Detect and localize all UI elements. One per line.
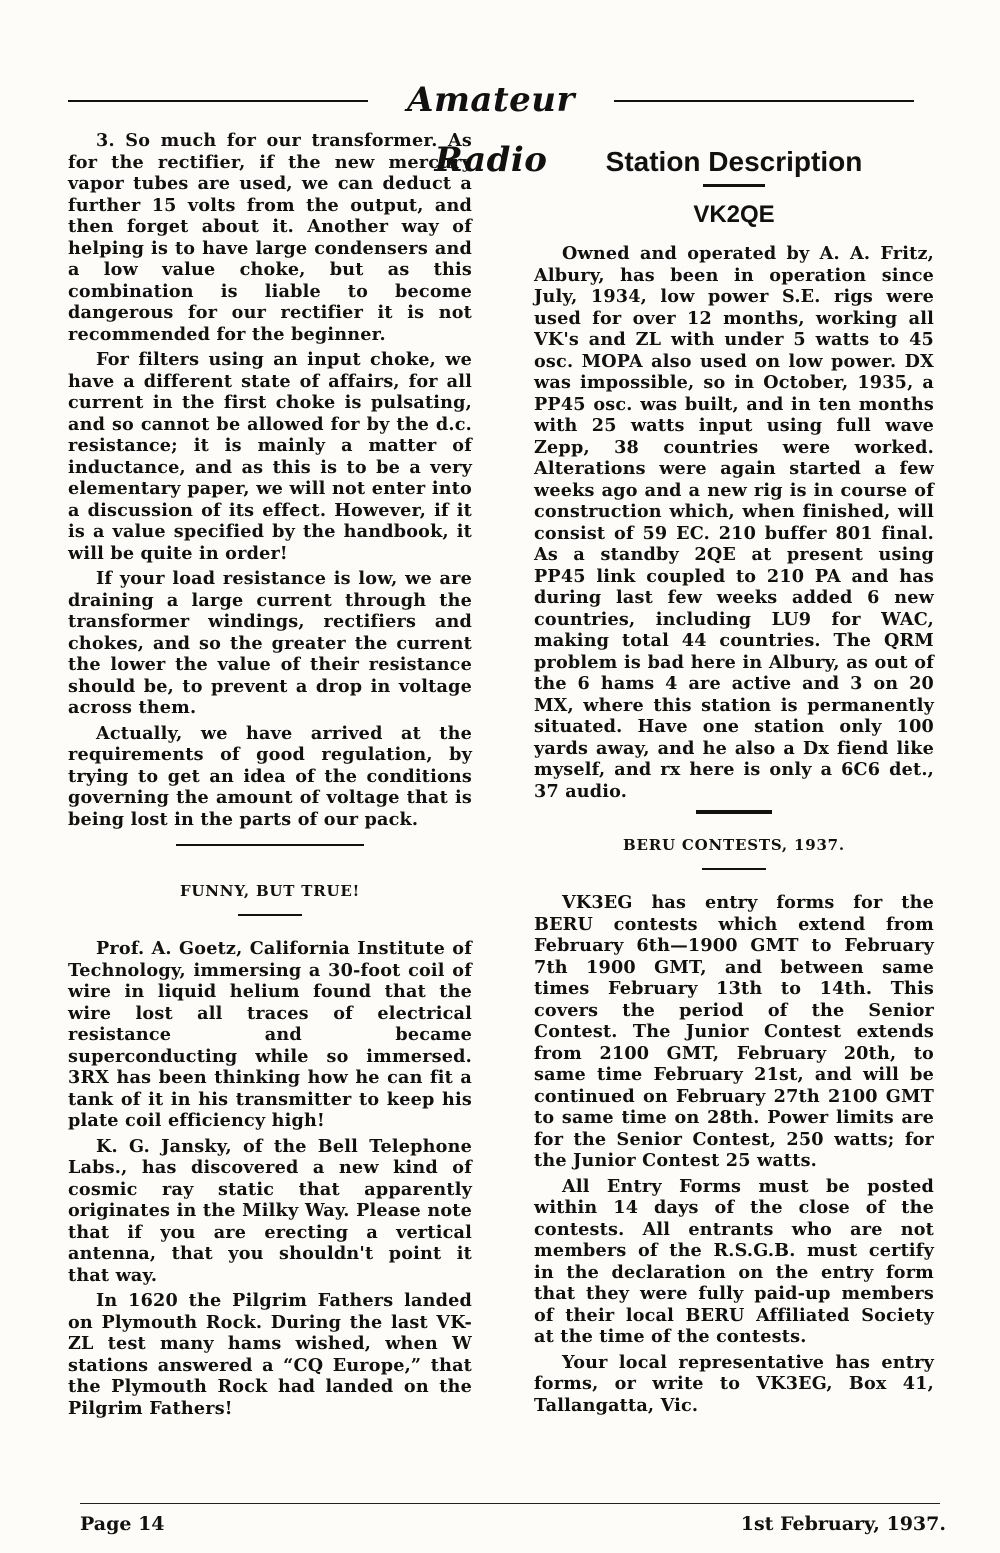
funny-paragraph-3: In 1620 the Pilgrim Fathers landed on Plymouth Rock. During the last VK-ZL test many hams wished, when W stations answered a “CQ Europe,” that the Plymouth Rock had landed on the Pilgrim Fathers!: [68, 1290, 472, 1419]
funny-but-true-heading: FUNNY, BUT TRUE!: [179, 882, 361, 900]
article-paragraph-3: If your load resistance is low, we are draining a large current through the transformer windings, rectifiers and chokes, and so the greater the current the lower the value of their resistance should be, to prevent a drop in voltage across them.: [68, 568, 472, 718]
heading-underline: [702, 868, 766, 870]
beru-paragraph-3: Your local representative has entry forms, or write to VK3EG, Box 41, Tallangatta, Vic.: [534, 1351, 934, 1416]
heading-underline: [703, 184, 765, 187]
footer-rule: [80, 1503, 940, 1504]
station-paragraph: Owned and operated by A. A. Fritz, Albury, has been in operation since July, 1934, low power S.E. rigs were used for over 12 months, working all VK's and ZL with under 5 watts to 45 osc. MOPA also used on low power. DX was impossible, so in October, 1935, a PP45 osc. was built, and in ten months with 25 watts input using full wave Zepp, 38 countries were worked. Alterations were again started a few weeks ago and a new rig is in course of construction which, when finished, will consist of 59 EC. 210 buffer 801 final. As a standby 2QE at present using PP45 link coupled to 210 PA and has during last few weeks added 6 new countries, including LU9 for WAC, making total 44 countries. The QRM problem is bad here in Albury, as out of the 6 hams 4 are active and 3 on 20 MX, where this station is permanently situated. Have one station only 100 yards away, and he also a Dx fiend like myself, and rx here is only a 6C6 det., 37 audio.: [534, 243, 934, 802]
right-column: [534, 130, 934, 1420]
article-paragraph-2: For filters using an input choke, we have a different state of affairs, for all current in the first choke is pulsating, and so cannot be allowed for by the d.c. resistance; it is mainly a matter of inductance, and as this is to be a very elementary paper, we will not enter into a discussion of its effect. However, if it is a value specified by the handbook, it will be quite in order!: [68, 349, 472, 564]
page-number: Page 14: [80, 1513, 165, 1535]
left-column: [68, 130, 472, 1423]
beru-paragraph-2: All Entry Forms must be posted within 14 days of the close of the contests. All entrants who are not members of the R.S.G.B. must certify in the declaration on the entry form that they were fully paid-up members of their local BERU Affiliated Society at the time of the contests.: [534, 1175, 934, 1347]
section-divider: [176, 844, 364, 846]
funny-paragraph-2: K. G. Jansky, of the Bell Telephone Labs., has discovered a new kind of cosmic ray static that apparently originates in the Milky Way. Please note that if you are erecting a vertical antenna, that you shouldn't point it that way.: [68, 1135, 472, 1286]
section-divider: [696, 810, 772, 814]
beru-paragraph-1: VK3EG has entry forms for the BERU contests which extend from February 6th—1900 GMT to February 7th 1900 GMT, and between same times February 13th to 14th. This covers the period of the Senior Contest. The Junior Contest extends from 2100 GMT, February 20th, to same time February 21st, and will be continued on February 27th 2100 GMT to same time on 28th. Power limits are for the Senior Contest, 250 watts; for the Junior Contest 25 watts.: [534, 892, 934, 1171]
article-paragraph-1: 3. So much for our transformer. As for the rectifier, if the new mercury vapor tubes are used, we can deduct a further 15 volts from the output, and then forget about it. Another way of helping is to have large condensers and a low value choke, but as this combination is liable to become dangerous for our rectifier it is not recommended for the beginner.: [68, 130, 472, 345]
masthead-rule-left: [68, 100, 368, 102]
masthead-title: Amateur Radio: [407, 80, 575, 180]
station-description-heading: Station Description: [605, 146, 863, 177]
issue-date: 1st February, 1937.: [740, 1513, 946, 1535]
heading-underline: [238, 914, 302, 916]
beru-contests-heading: BERU CONTESTS, 1937.: [623, 836, 845, 854]
callsign-heading: VK2QE: [693, 201, 775, 228]
masthead-rule-right: [614, 100, 914, 102]
article-paragraph-4: Actually, we have arrived at the requirements of good regulation, by trying to get an idea of the conditions governing the amount of voltage that is being lost in the parts of our pack.: [68, 722, 472, 830]
funny-paragraph-1: Prof. A. Goetz, California Institute of Technology, immersing a 30-foot coil of wire in liquid helium found that the wire lost all traces of electrical resistance and became superconducting while so immersed. 3RX has been thinking how he can fit a tank of it in his transmitter to keep his plate coil efficiency high!: [68, 938, 472, 1131]
